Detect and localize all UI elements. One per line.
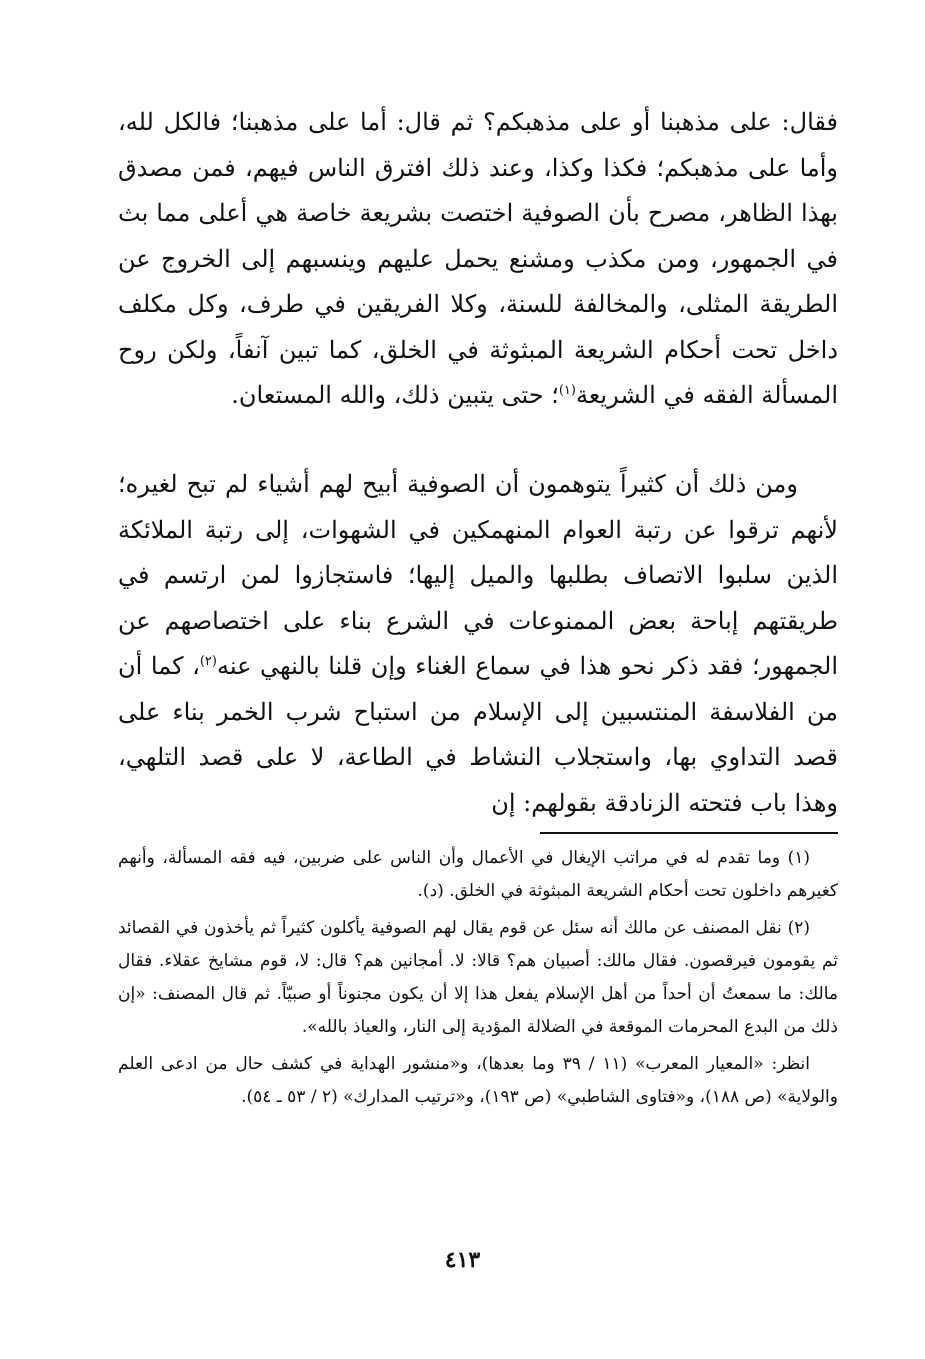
footnote-ref-2: (٢)	[199, 654, 217, 669]
paragraph-1-text: فقال: على مذهبنا أو على مذهبكم؟ ثم قال: أما على مذهبنا؛ فالكل لله، وأما على مذهبكم؛ فكذا وكذا، وعند ذلك افترق الناس فيهم، فمن مصدق بهذا الظاهر، مصرح بأن الصوفية اختصت بشريعة خاصة هي أعلى مما بث في الجمهور، ومن مكذب ومشنع يحمل عليهم وينسبهم إلى الخروج عن الطريقة المثلى، والمخالفة للسنة، وكلا الفريقين في طرف، وكل مكلف داخل تحت أحكام الشريعة المبثوثة في الخلق، كما تبين آنفاً، ولكن روح المسألة الفقه في الشريعة	[118, 108, 838, 409]
footnotes-section	[118, 842, 838, 1118]
paragraph-2-text: ومن ذلك أن كثيراً يتوهمون أن الصوفية أبيح لهم أشياء لم تبح لغيره؛ لأنهم ترقوا عن رتبة العوام المنهمكين في الشهوات، إلى رتبة الملائكة الذين سلبوا الاتصاف بطلبها والميل إليها؛ فاستجازوا لمن ارتسم في طريقتهم إباحة بعض الممنوعات في الشرع بناء على اختصاصهم عن الجمهور؛ فقد ذكر نحو هذا في سماع الغناء وإن قلنا بالنهي عنه	[118, 470, 838, 680]
page-number: ٤١٣	[444, 1247, 481, 1273]
footnote-2-text: (٢) نقل المصنف عن مالك أنه سئل عن قوم يقال لهم الصوفية يأكلون كثيراً ثم يأخذون في القصائد ثم يقومون فيرقصون. فقال مالك: أصبيان هم؟ قالا: لا. أمجانين هم؟ قال: لا، قوم مشايخ عقلاء. فقال مالك: ما سمعتُ أن أحداً من أهل الإسلام يفعل هذا إلا أن يكون مجنوناً أو صبيّاً. ثم قال المصنف: «إن ذلك من البدع المحرمات الموقعة في الضلالة المؤدية إلى النار، والعياذ بالله».	[118, 918, 838, 1037]
paragraph-2-end: ، كما أن من الفلاسفة المنتسبين إلى الإسلام من استباح شرب الخمر بناء على قصد التداوي بها، واستجلاب النشاط في الطاعة، لا على قصد التلهي، وهذا باب فتحته الزنادقة بقولهم: إن	[118, 652, 839, 817]
paragraph-1-end: ؛ حتى يتبين ذلك، والله المستعان.	[231, 381, 559, 409]
footnote-1	[118, 842, 838, 908]
footnote-ref-1: (١)	[558, 383, 576, 398]
main-paragraph-2	[118, 462, 838, 826]
footnote-2-references	[118, 1048, 838, 1114]
footnote-2-references-text: انظر: «المعيار المعرب» (١١ / ٣٩ وما بعدها)، و«منشور الهداية في كشف حال من ادعى العلم والولاية» (ص ١٨٨)، و«فتاوى الشاطبي» (ص ١٩٣)، و«ترتيب المدارك» (٢ / ٥٣ ـ ٥٤).	[118, 1054, 838, 1107]
footnote-2	[118, 912, 838, 1044]
main-paragraph-1	[118, 100, 838, 419]
footnote-separator	[540, 832, 838, 834]
footnote-1-text: (١) وما تقدم له في مراتب الإيغال في الأعمال وأن الناس على ضربين، فيه فقه المسألة، وأنهم كغيرهم داخلون تحت أحكام الشريعة المبثوثة في الخلق. (د).	[118, 848, 838, 901]
